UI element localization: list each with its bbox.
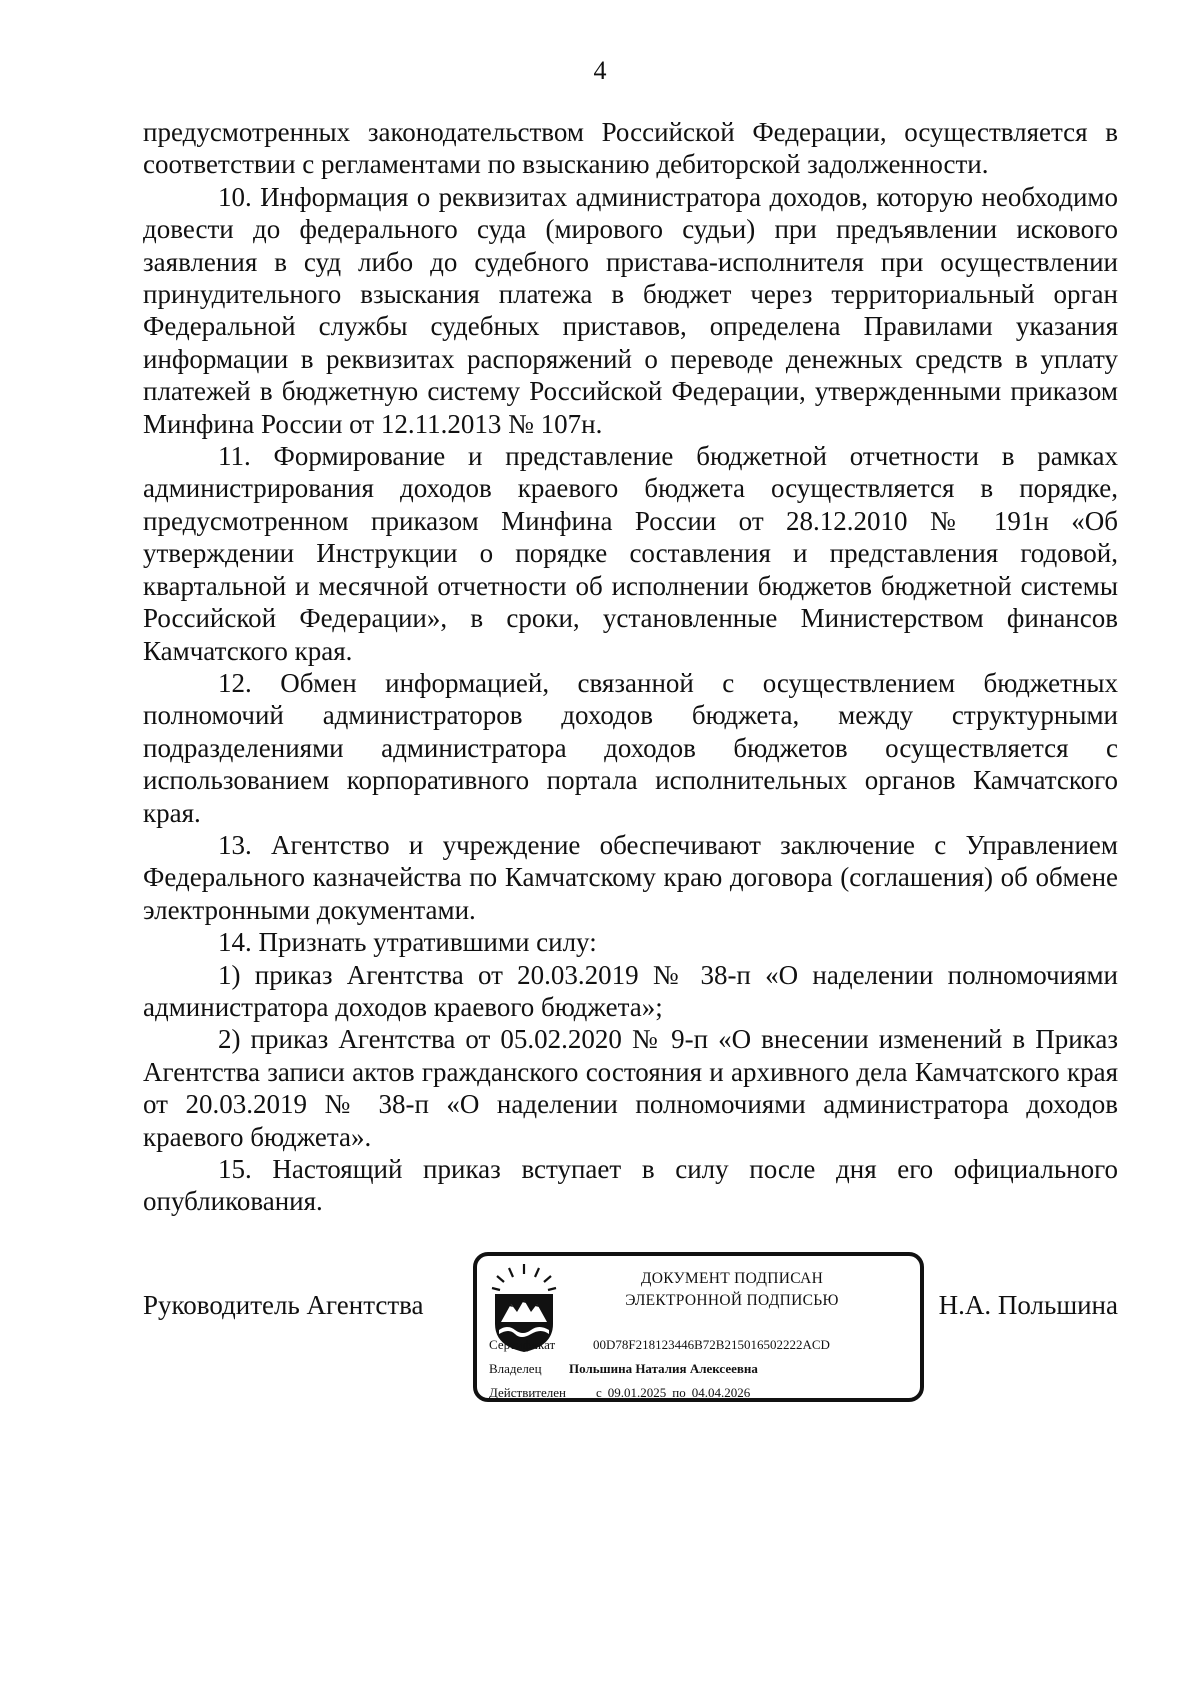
valid-to-prefix: по [672,1385,686,1400]
valid-from-prefix: с [596,1385,602,1400]
owner-row [489,1360,758,1378]
owner-label: Владелец [489,1361,542,1376]
stamp-header-line: ЭЛЕКТРОННОЙ ПОДПИСЬЮ [625,1292,839,1309]
paragraph: 10. Информация о реквизитах администратора доходов, которую необходимо довести до федерального суда (мирового судьи) при предъявлении искового заявления в суд либо до судебного пристава-исполнителя при осуществлении принудительного взыскания платежа в бюджет через территориальный орган Федеральной службы судебных приставов, определена Правилами указания информации в реквизитах распоряжений о переводе денежных средств в уплату платежей в бюджетную систему Российской Федерации, утвержденными приказом Минфина России от 12.11.2013 № 107н. [143,181,1118,439]
validity-label: Действителен [489,1385,566,1400]
paragraph: 1) приказ Агентства от 20.03.2019 № 38-п «О наделении полномочиями администратора доходов краевого бюджета»; [143,959,1118,1022]
paragraph: 15. Настоящий приказ вступает в силу после дня его официального опубликования. [143,1154,1118,1217]
certificate-row [489,1336,830,1354]
stamp-header-line: ДОКУМЕНТ ПОДПИСАН [640,1270,824,1287]
stamp-header [572,1268,892,1312]
valid-to-date: 04.04.2026 [691,1385,751,1400]
signer-name: Н.А. Польшина [938,1290,1118,1320]
signature-block [143,1252,1118,1402]
document-body [143,116,1118,1218]
signer-title: Руководитель Агентства [143,1290,424,1320]
certificate-value: 00D78F218123446B72B215016502222ACD [593,1337,830,1352]
paragraph: 12. Обмен информацией, связанной с осуществлением бюджетных полномочий администраторов доходов бюджета, между структурными подразделениями администратора доходов бюджетов осуществляется с использованием корпоративного портала исполнительных органов Камчатского края. [143,667,1118,828]
validity-row [489,1384,750,1402]
valid-from-date: 09.01.2025 [607,1385,667,1400]
owner-value: Польшина Наталия Алексеевна [569,1361,758,1376]
paragraph: 2) приказ Агентства от 05.02.2020 № 9-п «О внесении изменений в Приказ Агентства записи актов гражданского состояния и архивного дела Камчатского края от 20.03.2019 № 38-п «О наделении полномочиями администратора доходов краевого бюджета». [143,1024,1118,1152]
paragraph: предусмотренных законодательством Российской Федерации, осуществляется в соответствии с регламентами по взысканию дебиторской задолженности. [143,117,1118,180]
paragraph: 13. Агентство и учреждение обеспечивают заключение с Управлением Федерального казначейства по Камчатскому краю договора (соглашения) об обмене электронными документами. [143,829,1118,925]
certificate-label: Сертификат [489,1337,556,1352]
paragraph: 14. Признать утратившими силу: [218,927,597,958]
paragraph: 11. Формирование и представление бюджетной отчетности в рамках администрирования доходов краевого бюджета осуществляется в порядке, предусмотренном приказом Минфина России от 28.12.2010 № 191н «Об утверждении Инструкции о порядке составления и представления годовой, квартальной и месячной отчетности об исполнении бюджетов бюджетной системы Российской Федерации», в сроки, установленные Министерством финансов Камчатского края. [143,441,1118,666]
page-number: 4 [593,56,607,85]
electronic-signature-stamp [473,1252,924,1402]
